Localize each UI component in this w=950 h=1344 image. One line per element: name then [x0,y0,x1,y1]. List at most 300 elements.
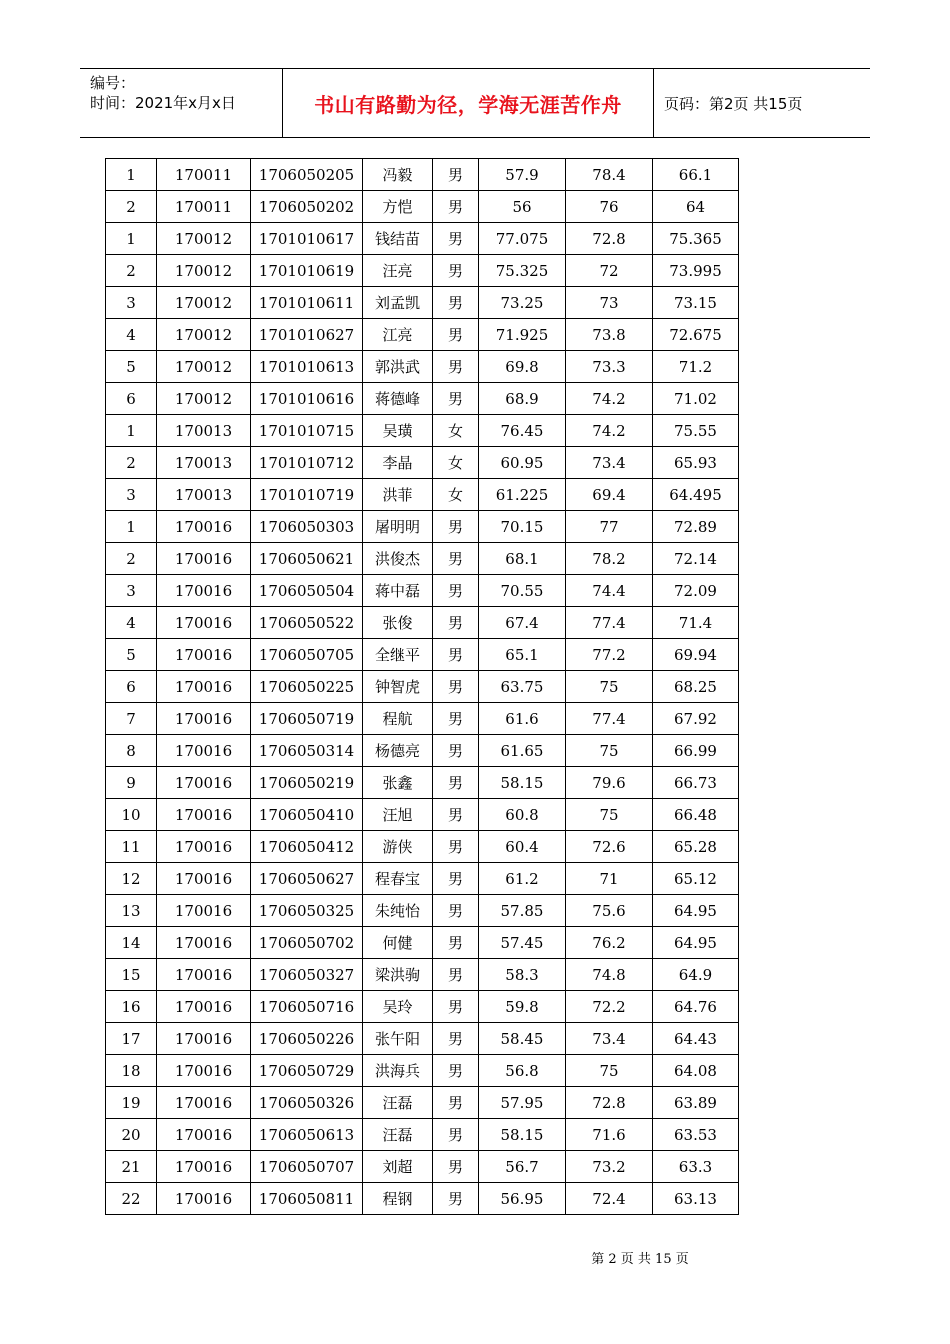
student-id-cell: 1706050226 [251,1023,363,1055]
score-b-cell: 73 [566,287,653,319]
score-a-cell: 57.95 [479,1087,566,1119]
gender-cell: 男 [433,1055,479,1087]
score-b-cell: 73.2 [566,1151,653,1183]
total-score-cell: 66.1 [653,159,739,191]
score-b-cell: 75 [566,735,653,767]
group-code-cell: 170016 [157,1023,251,1055]
student-id-cell: 1706050707 [251,1151,363,1183]
gender-cell: 男 [433,319,479,351]
score-b-cell: 73.4 [566,447,653,479]
total-score-cell: 75.55 [653,415,739,447]
score-a-cell: 57.45 [479,927,566,959]
total-score-cell: 64.43 [653,1023,739,1055]
student-id-cell: 1706050327 [251,959,363,991]
total-score-cell: 64.08 [653,1055,739,1087]
student-id-cell: 1706050705 [251,639,363,671]
score-b-cell: 77.2 [566,639,653,671]
table-row [106,1055,739,1087]
score-a-cell: 58.15 [479,767,566,799]
score-b-cell: 78.2 [566,543,653,575]
score-table [105,158,739,1215]
score-b-cell: 72.2 [566,991,653,1023]
gender-cell: 男 [433,831,479,863]
gender-cell: 女 [433,479,479,511]
rank-cell: 7 [106,703,157,735]
total-score-cell: 64.495 [653,479,739,511]
rank-cell: 8 [106,735,157,767]
gender-cell: 男 [433,255,479,287]
score-b-cell: 75.6 [566,895,653,927]
table-row [106,415,739,447]
gender-cell: 男 [433,351,479,383]
group-code-cell: 170016 [157,511,251,543]
rank-cell: 12 [106,863,157,895]
total-score-cell: 64 [653,191,739,223]
table-row [106,831,739,863]
name-cell: 梁洪驹 [363,959,433,991]
score-a-cell: 73.25 [479,287,566,319]
total-score-cell: 71.2 [653,351,739,383]
group-code-cell: 170016 [157,639,251,671]
gender-cell: 男 [433,1119,479,1151]
table-body [106,159,739,1215]
total-score-cell: 63.13 [653,1183,739,1215]
gender-cell: 男 [433,1183,479,1215]
score-a-cell: 60.4 [479,831,566,863]
score-a-cell: 59.8 [479,991,566,1023]
table-row [106,895,739,927]
total-score-cell: 73.995 [653,255,739,287]
score-b-cell: 73.8 [566,319,653,351]
group-code-cell: 170016 [157,703,251,735]
score-a-cell: 69.8 [479,351,566,383]
rank-cell: 6 [106,383,157,415]
student-id-cell: 1706050314 [251,735,363,767]
group-code-cell: 170016 [157,607,251,639]
gender-cell: 男 [433,607,479,639]
score-b-cell: 75 [566,1055,653,1087]
name-cell: 刘超 [363,1151,433,1183]
table-row [106,255,739,287]
group-code-cell: 170016 [157,575,251,607]
name-cell: 蒋德峰 [363,383,433,415]
name-cell: 刘孟凯 [363,287,433,319]
student-id-cell: 1706050702 [251,927,363,959]
score-b-cell: 72.6 [566,831,653,863]
date-label: 时间：2021年x月x日 [90,94,236,112]
group-code-cell: 170016 [157,991,251,1023]
total-score-cell: 63.3 [653,1151,739,1183]
table-row [106,191,739,223]
total-score-cell: 69.94 [653,639,739,671]
score-a-cell: 58.15 [479,1119,566,1151]
gender-cell: 男 [433,895,479,927]
table-row [106,863,739,895]
name-cell: 冯毅 [363,159,433,191]
table-row [106,1087,739,1119]
group-code-cell: 170012 [157,319,251,351]
gender-cell: 男 [433,735,479,767]
rank-cell: 2 [106,255,157,287]
total-score-cell: 71.4 [653,607,739,639]
name-cell: 游侠 [363,831,433,863]
score-b-cell: 72 [566,255,653,287]
rank-cell: 20 [106,1119,157,1151]
total-score-cell: 73.15 [653,287,739,319]
score-b-cell: 74.8 [566,959,653,991]
name-cell: 汪磊 [363,1119,433,1151]
score-a-cell: 76.45 [479,415,566,447]
student-id-cell: 1706050719 [251,703,363,735]
group-code-cell: 170016 [157,863,251,895]
table-row [106,543,739,575]
table-row [106,799,739,831]
group-code-cell: 170016 [157,735,251,767]
name-cell: 洪海兵 [363,1055,433,1087]
student-id-cell: 1701010719 [251,479,363,511]
total-score-cell: 64.95 [653,895,739,927]
name-cell: 汪旭 [363,799,433,831]
score-b-cell: 72.4 [566,1183,653,1215]
score-a-cell: 58.3 [479,959,566,991]
score-a-cell: 67.4 [479,607,566,639]
table-row [106,287,739,319]
total-score-cell: 68.25 [653,671,739,703]
page-label: 页码：第2页 共15页 [664,94,803,113]
gender-cell: 女 [433,447,479,479]
table-row [106,223,739,255]
name-cell: 程航 [363,703,433,735]
name-cell: 汪亮 [363,255,433,287]
score-a-cell: 61.2 [479,863,566,895]
rank-cell: 1 [106,159,157,191]
gender-cell: 男 [433,1087,479,1119]
header-motto-cell [282,69,654,137]
table-row [106,575,739,607]
total-score-cell: 66.48 [653,799,739,831]
score-a-cell: 70.55 [479,575,566,607]
gender-cell: 男 [433,543,479,575]
student-id-cell: 1706050303 [251,511,363,543]
header-page-cell [654,69,870,137]
name-cell: 张午阳 [363,1023,433,1055]
rank-cell: 3 [106,479,157,511]
gender-cell: 男 [433,511,479,543]
student-id-cell: 1706050811 [251,1183,363,1215]
group-code-cell: 170016 [157,543,251,575]
table-row [106,351,739,383]
name-cell: 钱结苗 [363,223,433,255]
score-a-cell: 77.075 [479,223,566,255]
gender-cell: 男 [433,223,479,255]
total-score-cell: 72.675 [653,319,739,351]
group-code-cell: 170013 [157,479,251,511]
score-a-cell: 60.8 [479,799,566,831]
name-cell: 程钢 [363,1183,433,1215]
page-header [80,68,870,138]
group-code-cell: 170012 [157,223,251,255]
group-code-cell: 170016 [157,1055,251,1087]
table-row [106,959,739,991]
group-code-cell: 170016 [157,1151,251,1183]
score-b-cell: 76 [566,191,653,223]
score-a-cell: 57.85 [479,895,566,927]
score-b-cell: 72.8 [566,223,653,255]
student-id-cell: 1706050412 [251,831,363,863]
score-b-cell: 75 [566,799,653,831]
student-id-cell: 1706050729 [251,1055,363,1087]
name-cell: 李晶 [363,447,433,479]
gender-cell: 男 [433,159,479,191]
gender-cell: 男 [433,863,479,895]
gender-cell: 男 [433,383,479,415]
gender-cell: 女 [433,415,479,447]
serial-label: 编号： [90,74,136,92]
student-id-cell: 1706050627 [251,863,363,895]
gender-cell: 男 [433,927,479,959]
student-id-cell: 1706050326 [251,1087,363,1119]
rank-cell: 15 [106,959,157,991]
rank-cell: 9 [106,767,157,799]
score-a-cell: 61.225 [479,479,566,511]
name-cell: 张鑫 [363,767,433,799]
gender-cell: 男 [433,959,479,991]
score-b-cell: 77.4 [566,607,653,639]
rank-cell: 16 [106,991,157,1023]
score-a-cell: 60.95 [479,447,566,479]
score-b-cell: 73.4 [566,1023,653,1055]
rank-cell: 10 [106,799,157,831]
group-code-cell: 170012 [157,351,251,383]
motto: 书山有路勤为径，学海无涯苦作舟 [314,92,622,117]
student-id-cell: 1701010611 [251,287,363,319]
group-code-cell: 170016 [157,1119,251,1151]
score-b-cell: 72.8 [566,1087,653,1119]
student-id-cell: 1706050621 [251,543,363,575]
total-score-cell: 65.28 [653,831,739,863]
rank-cell: 1 [106,511,157,543]
group-code-cell: 170016 [157,1087,251,1119]
name-cell: 吴玲 [363,991,433,1023]
rank-cell: 13 [106,895,157,927]
gender-cell: 男 [433,639,479,671]
rank-cell: 3 [106,575,157,607]
score-a-cell: 57.9 [479,159,566,191]
group-code-cell: 170016 [157,927,251,959]
student-id-cell: 1701010613 [251,351,363,383]
score-a-cell: 68.9 [479,383,566,415]
table-row [106,607,739,639]
total-score-cell: 75.365 [653,223,739,255]
score-b-cell: 75 [566,671,653,703]
rank-cell: 14 [106,927,157,959]
score-b-cell: 74.2 [566,383,653,415]
rank-cell: 2 [106,447,157,479]
student-id-cell: 1706050410 [251,799,363,831]
student-id-cell: 1706050716 [251,991,363,1023]
score-b-cell: 71 [566,863,653,895]
name-cell: 朱纯怡 [363,895,433,927]
student-id-cell: 1706050202 [251,191,363,223]
score-b-cell: 71.6 [566,1119,653,1151]
group-code-cell: 170012 [157,255,251,287]
group-code-cell: 170016 [157,799,251,831]
score-a-cell: 61.65 [479,735,566,767]
table-row [106,927,739,959]
student-id-cell: 1706050205 [251,159,363,191]
gender-cell: 男 [433,191,479,223]
table-row [106,319,739,351]
name-cell: 杨德亮 [363,735,433,767]
score-a-cell: 68.1 [479,543,566,575]
table-row [106,1183,739,1215]
student-id-cell: 1701010616 [251,383,363,415]
group-code-cell: 170012 [157,383,251,415]
score-a-cell: 56 [479,191,566,223]
group-code-cell: 170016 [157,895,251,927]
table-row [106,991,739,1023]
score-a-cell: 70.15 [479,511,566,543]
table-row [106,1119,739,1151]
group-code-cell: 170011 [157,159,251,191]
student-id-cell: 1706050219 [251,767,363,799]
gender-cell: 男 [433,1151,479,1183]
gender-cell: 男 [433,767,479,799]
table-row [106,1023,739,1055]
score-a-cell: 63.75 [479,671,566,703]
score-a-cell: 58.45 [479,1023,566,1055]
table-row [106,735,739,767]
score-b-cell: 79.6 [566,767,653,799]
score-b-cell: 74.2 [566,415,653,447]
name-cell: 张俊 [363,607,433,639]
student-id-cell: 1706050522 [251,607,363,639]
group-code-cell: 170016 [157,767,251,799]
group-code-cell: 170013 [157,415,251,447]
table-row [106,671,739,703]
table-row [106,767,739,799]
rank-cell: 4 [106,319,157,351]
total-score-cell: 64.76 [653,991,739,1023]
group-code-cell: 170016 [157,671,251,703]
total-score-cell: 64.95 [653,927,739,959]
table-row [106,639,739,671]
total-score-cell: 63.89 [653,1087,739,1119]
rank-cell: 22 [106,1183,157,1215]
total-score-cell: 65.93 [653,447,739,479]
score-a-cell: 65.1 [479,639,566,671]
name-cell: 何健 [363,927,433,959]
rank-cell: 3 [106,287,157,319]
student-id-cell: 1701010712 [251,447,363,479]
gender-cell: 男 [433,799,479,831]
name-cell: 洪俊杰 [363,543,433,575]
total-score-cell: 67.92 [653,703,739,735]
total-score-cell: 71.02 [653,383,739,415]
table-row [106,511,739,543]
rank-cell: 18 [106,1055,157,1087]
name-cell: 蒋中磊 [363,575,433,607]
student-id-cell: 1706050504 [251,575,363,607]
name-cell: 江亮 [363,319,433,351]
score-b-cell: 74.4 [566,575,653,607]
total-score-cell: 66.99 [653,735,739,767]
rank-cell: 2 [106,543,157,575]
student-id-cell: 1706050325 [251,895,363,927]
name-cell: 全继平 [363,639,433,671]
total-score-cell: 66.73 [653,767,739,799]
gender-cell: 男 [433,287,479,319]
group-code-cell: 170012 [157,287,251,319]
rank-cell: 19 [106,1087,157,1119]
group-code-cell: 170013 [157,447,251,479]
group-code-cell: 170011 [157,191,251,223]
header-left [80,69,282,137]
student-id-cell: 1701010627 [251,319,363,351]
group-code-cell: 170016 [157,959,251,991]
score-b-cell: 76.2 [566,927,653,959]
rank-cell: 6 [106,671,157,703]
score-a-cell: 56.8 [479,1055,566,1087]
score-a-cell: 75.325 [479,255,566,287]
total-score-cell: 64.9 [653,959,739,991]
gender-cell: 男 [433,991,479,1023]
score-b-cell: 78.4 [566,159,653,191]
score-a-cell: 61.6 [479,703,566,735]
name-cell: 郭洪武 [363,351,433,383]
rank-cell: 2 [106,191,157,223]
student-id-cell: 1701010715 [251,415,363,447]
name-cell: 洪菲 [363,479,433,511]
score-a-cell: 56.7 [479,1151,566,1183]
student-id-cell: 1706050613 [251,1119,363,1151]
name-cell: 汪磊 [363,1087,433,1119]
table-row [106,383,739,415]
table-row [106,479,739,511]
table-row [106,159,739,191]
group-code-cell: 170016 [157,1183,251,1215]
group-code-cell: 170016 [157,831,251,863]
student-id-cell: 1701010619 [251,255,363,287]
gender-cell: 男 [433,575,479,607]
rank-cell: 1 [106,415,157,447]
name-cell: 吴璜 [363,415,433,447]
name-cell: 方恺 [363,191,433,223]
table-row [106,1151,739,1183]
total-score-cell: 72.14 [653,543,739,575]
total-score-cell: 72.89 [653,511,739,543]
student-id-cell: 1706050225 [251,671,363,703]
gender-cell: 男 [433,1023,479,1055]
page-footer: 第 2 页 共 15 页 [591,1252,689,1267]
score-a-cell: 56.95 [479,1183,566,1215]
gender-cell: 男 [433,671,479,703]
student-id-cell: 1701010617 [251,223,363,255]
rank-cell: 11 [106,831,157,863]
total-score-cell: 65.12 [653,863,739,895]
score-b-cell: 77 [566,511,653,543]
score-b-cell: 77.4 [566,703,653,735]
name-cell: 程春宝 [363,863,433,895]
score-b-cell: 73.3 [566,351,653,383]
table-row [106,703,739,735]
rank-cell: 4 [106,607,157,639]
score-b-cell: 69.4 [566,479,653,511]
rank-cell: 5 [106,639,157,671]
name-cell: 钟智虎 [363,671,433,703]
rank-cell: 5 [106,351,157,383]
total-score-cell: 63.53 [653,1119,739,1151]
